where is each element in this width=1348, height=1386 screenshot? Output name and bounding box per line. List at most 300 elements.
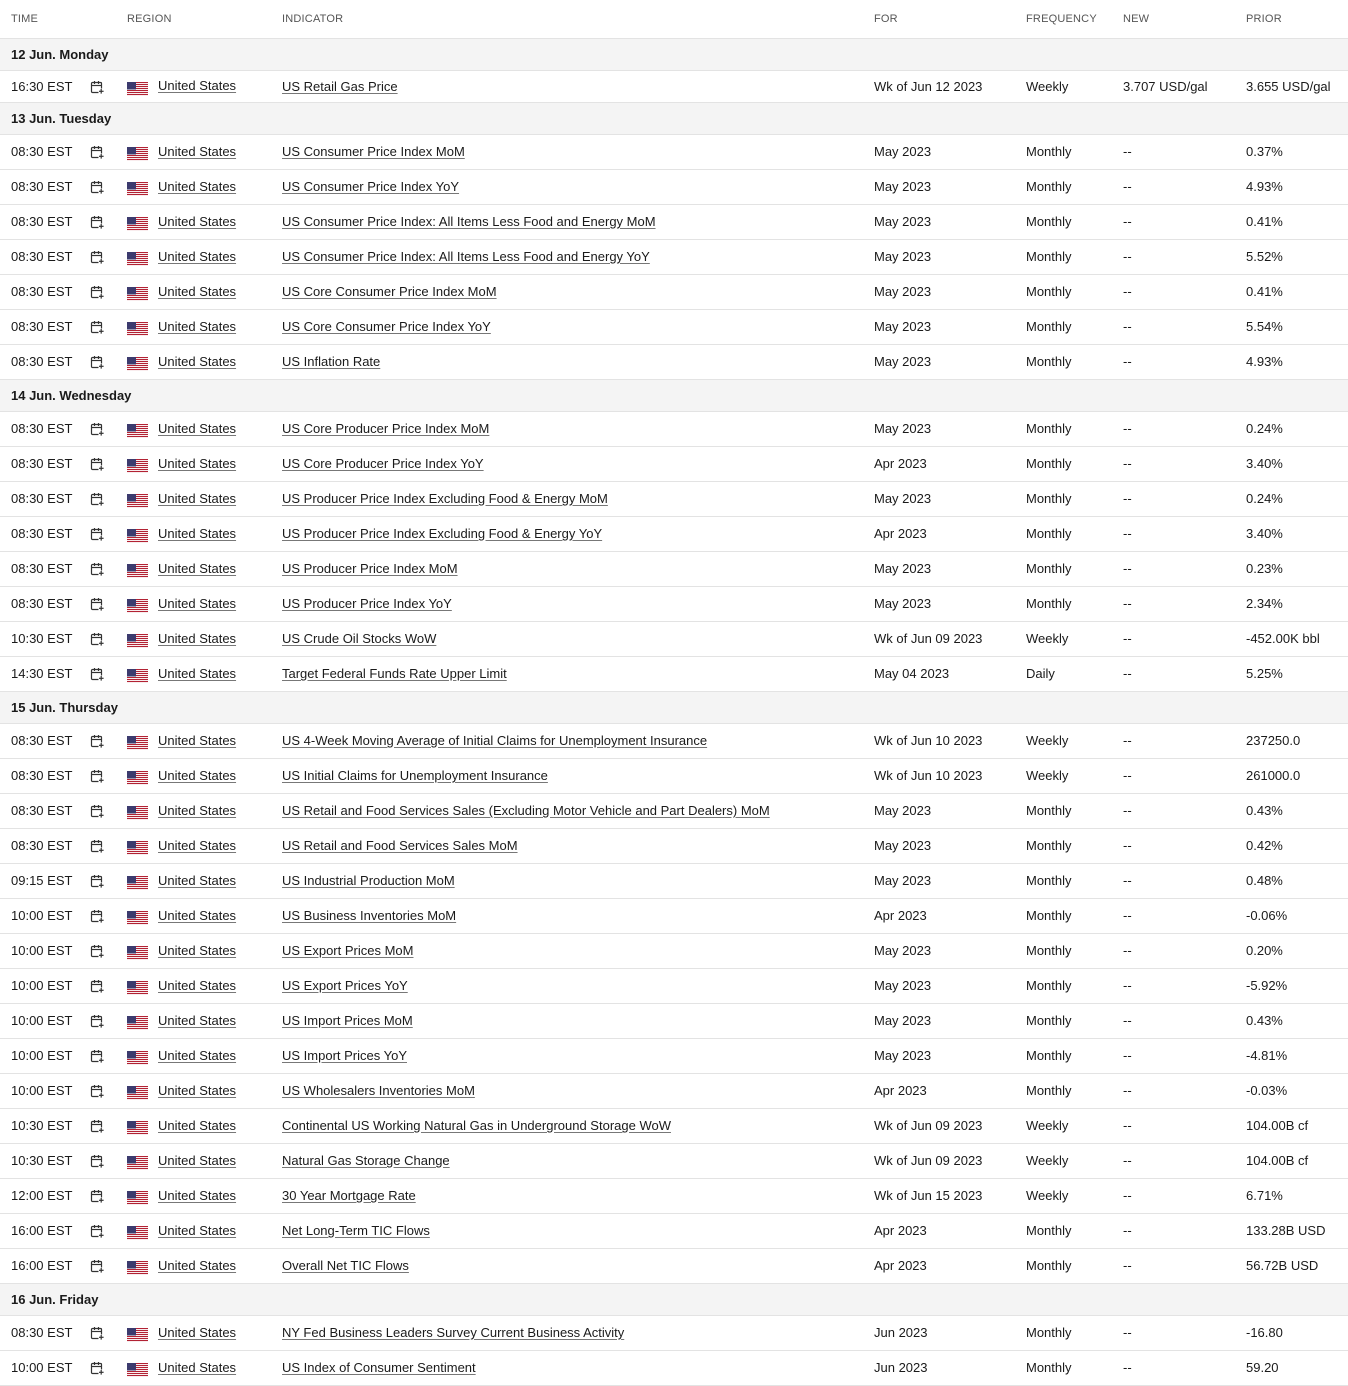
event-prior: 237250.0	[1235, 723, 1348, 758]
event-prior: -0.03%	[1235, 1073, 1348, 1108]
event-indicator	[271, 586, 863, 621]
event-row	[0, 239, 1348, 274]
region-link[interactable]: United States	[158, 178, 237, 194]
calendar-add-icon[interactable]	[90, 667, 104, 681]
indicator-link[interactable]: US Core Producer Price Index MoM	[282, 421, 490, 436]
event-prior: 104.00B cf	[1235, 1108, 1348, 1143]
event-new: --	[1112, 1248, 1235, 1283]
indicator-link[interactable]: Net Long-Term TIC Flows	[282, 1223, 430, 1238]
us-flag-icon	[127, 147, 148, 161]
us-flag-icon	[127, 287, 148, 301]
event-for: May 2023	[863, 411, 1015, 446]
region-link[interactable]: United States	[158, 1187, 237, 1203]
event-new: --	[1112, 481, 1235, 516]
us-flag-icon	[127, 736, 148, 750]
add-to-calendar-cell	[78, 586, 116, 621]
calendar-add-icon[interactable]	[90, 422, 104, 436]
event-time: 10:00 EST	[0, 1003, 78, 1038]
event-new: --	[1112, 551, 1235, 586]
event-time: 08:30 EST	[0, 204, 78, 239]
event-for: May 2023	[863, 134, 1015, 169]
calendar-add-icon[interactable]	[90, 1361, 104, 1375]
calendar-add-icon[interactable]	[90, 1049, 104, 1063]
event-time: 08:30 EST	[0, 551, 78, 586]
event-region	[116, 586, 271, 621]
event-region	[116, 134, 271, 169]
indicator-link[interactable]: US Initial Claims for Unemployment Insurance	[282, 768, 548, 783]
event-row	[0, 863, 1348, 898]
indicator-link[interactable]: US Producer Price Index Excluding Food & Energy MoM	[282, 491, 608, 506]
event-row	[0, 1350, 1348, 1385]
calendar-add-icon[interactable]	[90, 839, 104, 853]
calendar-add-icon[interactable]	[90, 527, 104, 541]
event-indicator	[271, 621, 863, 656]
event-prior: 0.24%	[1235, 481, 1348, 516]
event-indicator	[271, 411, 863, 446]
event-new: --	[1112, 621, 1235, 656]
event-for: May 2023	[863, 481, 1015, 516]
event-new: --	[1112, 169, 1235, 204]
event-row	[0, 758, 1348, 793]
event-for: Apr 2023	[863, 1213, 1015, 1248]
region-link[interactable]: United States	[158, 420, 237, 436]
add-to-calendar-cell	[78, 446, 116, 481]
indicator-link[interactable]: US Core Consumer Price Index YoY	[282, 319, 491, 334]
indicator-link[interactable]: Target Federal Funds Rate Upper Limit	[282, 666, 507, 681]
region-link[interactable]: United States	[158, 630, 237, 646]
event-for: May 2023	[863, 1003, 1015, 1038]
indicator-link[interactable]: 30 Year Mortgage Rate	[282, 1188, 416, 1203]
calendar-add-icon[interactable]	[90, 215, 104, 229]
region-link[interactable]: United States	[158, 1047, 237, 1063]
event-new: --	[1112, 828, 1235, 863]
event-indicator	[271, 344, 863, 379]
event-time: 08:30 EST	[0, 411, 78, 446]
us-flag-icon	[127, 806, 148, 820]
event-region	[116, 1143, 271, 1178]
event-region	[116, 863, 271, 898]
event-region	[116, 1248, 271, 1283]
col-header-time: TIME	[0, 0, 78, 38]
calendar-add-icon[interactable]	[90, 250, 104, 264]
event-for: May 2023	[863, 586, 1015, 621]
col-header-for: FOR	[863, 0, 1015, 38]
region-link[interactable]: United States	[158, 942, 237, 958]
us-flag-icon	[127, 1051, 148, 1065]
event-time: 08:30 EST	[0, 344, 78, 379]
calendar-add-icon[interactable]	[90, 1014, 104, 1028]
event-region	[116, 656, 271, 691]
region-link[interactable]: United States	[158, 78, 237, 94]
event-new: --	[1112, 758, 1235, 793]
indicator-link[interactable]: US Retail Gas Price	[282, 78, 398, 94]
day-header-row	[0, 38, 1348, 70]
event-for: May 2023	[863, 239, 1015, 274]
us-flag-icon	[127, 322, 148, 336]
calendar-add-icon[interactable]	[90, 979, 104, 993]
region-link[interactable]: United States	[158, 837, 237, 853]
event-for: May 2023	[863, 551, 1015, 586]
event-prior: 4.93%	[1235, 169, 1348, 204]
event-time: 10:00 EST	[0, 1350, 78, 1385]
indicator-link[interactable]: US Core Consumer Price Index MoM	[282, 284, 497, 299]
calendar-add-icon[interactable]	[90, 909, 104, 923]
calendar-add-icon[interactable]	[90, 320, 104, 334]
event-time: 08:30 EST	[0, 516, 78, 551]
event-indicator	[271, 1178, 863, 1213]
event-indicator	[271, 656, 863, 691]
event-frequency: Monthly	[1015, 793, 1112, 828]
event-frequency: Weekly	[1015, 758, 1112, 793]
calendar-add-icon[interactable]	[90, 632, 104, 646]
day-label: 15 Jun. Thursday	[0, 691, 1348, 723]
calendar-add-icon[interactable]	[90, 1154, 104, 1168]
event-frequency: Monthly	[1015, 274, 1112, 309]
event-time: 16:00 EST	[0, 1248, 78, 1283]
event-time: 16:30 EST	[0, 70, 78, 102]
region-link[interactable]: United States	[158, 665, 237, 681]
event-indicator	[271, 1143, 863, 1178]
day-header-row	[0, 379, 1348, 411]
calendar-add-icon[interactable]	[90, 562, 104, 576]
event-prior: 0.48%	[1235, 863, 1348, 898]
event-new: 3.707 USD/gal	[1112, 70, 1235, 102]
indicator-link[interactable]: US Import Prices MoM	[282, 1013, 413, 1028]
us-flag-icon	[127, 252, 148, 266]
calendar-add-icon[interactable]	[90, 1084, 104, 1098]
indicator-link[interactable]: US Inflation Rate	[282, 354, 381, 369]
event-frequency: Monthly	[1015, 898, 1112, 933]
region-link[interactable]: United States	[158, 1222, 237, 1238]
event-for: Wk of Jun 12 2023	[863, 70, 1015, 102]
region-link[interactable]: United States	[158, 1082, 237, 1098]
region-link[interactable]: United States	[158, 318, 237, 334]
event-for: May 2023	[863, 968, 1015, 1003]
indicator-link[interactable]: US Consumer Price Index MoM	[282, 144, 465, 159]
event-prior: -0.06%	[1235, 898, 1348, 933]
day-header-row	[0, 102, 1348, 134]
event-row	[0, 723, 1348, 758]
event-new: --	[1112, 1213, 1235, 1248]
event-for: Wk of Jun 09 2023	[863, 621, 1015, 656]
calendar-add-icon[interactable]	[90, 1259, 104, 1273]
event-frequency: Monthly	[1015, 169, 1112, 204]
event-time: 08:30 EST	[0, 274, 78, 309]
indicator-link[interactable]: US Retail and Food Services Sales (Excluding Motor Vehicle and Part Dealers) MoM	[282, 803, 770, 818]
event-new: --	[1112, 134, 1235, 169]
event-frequency: Monthly	[1015, 1003, 1112, 1038]
add-to-calendar-cell	[78, 309, 116, 344]
event-indicator	[271, 239, 863, 274]
calendar-add-icon[interactable]	[90, 1119, 104, 1133]
event-region	[116, 793, 271, 828]
indicator-link[interactable]: US Consumer Price Index: All Items Less Food and Energy YoY	[282, 249, 650, 264]
event-prior: 59.20	[1235, 1350, 1348, 1385]
event-frequency: Monthly	[1015, 446, 1112, 481]
event-row	[0, 204, 1348, 239]
calendar-add-icon[interactable]	[90, 355, 104, 369]
indicator-link[interactable]: US Crude Oil Stocks WoW	[282, 631, 437, 646]
event-region	[116, 933, 271, 968]
indicator-link[interactable]: US Industrial Production MoM	[282, 873, 455, 888]
region-link[interactable]: United States	[158, 248, 237, 264]
event-region	[116, 968, 271, 1003]
event-prior: 0.24%	[1235, 411, 1348, 446]
event-for: May 2023	[863, 344, 1015, 379]
event-prior: 0.43%	[1235, 793, 1348, 828]
indicator-link[interactable]: US Business Inventories MoM	[282, 908, 457, 923]
event-region	[116, 1003, 271, 1038]
us-flag-icon	[127, 946, 148, 960]
indicator-link[interactable]: US Producer Price Index MoM	[282, 561, 458, 576]
us-flag-icon	[127, 529, 148, 543]
event-prior: -5.92%	[1235, 968, 1348, 1003]
event-prior: 3.40%	[1235, 446, 1348, 481]
indicator-link[interactable]: US Producer Price Index Excluding Food & Energy YoY	[282, 526, 603, 541]
indicator-link[interactable]: US Core Producer Price Index YoY	[282, 456, 484, 471]
event-frequency: Monthly	[1015, 1038, 1112, 1073]
event-row	[0, 411, 1348, 446]
region-link[interactable]: United States	[158, 907, 237, 923]
event-for: May 2023	[863, 793, 1015, 828]
region-link[interactable]: United States	[158, 560, 237, 576]
region-link[interactable]: United States	[158, 1359, 237, 1375]
event-time: 08:30 EST	[0, 239, 78, 274]
region-link[interactable]: United States	[158, 872, 237, 888]
region-link[interactable]: United States	[158, 732, 237, 748]
indicator-link[interactable]: US Wholesalers Inventories MoM	[282, 1083, 475, 1098]
event-frequency: Monthly	[1015, 828, 1112, 863]
calendar-add-icon[interactable]	[90, 874, 104, 888]
add-to-calendar-cell	[78, 411, 116, 446]
indicator-link[interactable]: US Consumer Price Index: All Items Less Food and Energy MoM	[282, 214, 656, 229]
event-for: Jun 2023	[863, 1315, 1015, 1350]
event-row	[0, 169, 1348, 204]
event-prior: -4.81%	[1235, 1038, 1348, 1073]
add-to-calendar-cell	[78, 621, 116, 656]
event-indicator	[271, 1315, 863, 1350]
us-flag-icon	[127, 357, 148, 371]
event-frequency: Monthly	[1015, 1248, 1112, 1283]
event-prior: 0.42%	[1235, 828, 1348, 863]
event-time: 16:00 EST	[0, 1213, 78, 1248]
event-row	[0, 446, 1348, 481]
region-link[interactable]: United States	[158, 767, 237, 783]
event-row	[0, 516, 1348, 551]
event-time: 10:00 EST	[0, 933, 78, 968]
calendar-add-icon[interactable]	[90, 492, 104, 506]
event-frequency: Weekly	[1015, 1143, 1112, 1178]
region-link[interactable]: United States	[158, 1152, 237, 1168]
event-row	[0, 1143, 1348, 1178]
event-new: --	[1112, 309, 1235, 344]
add-to-calendar-cell	[78, 758, 116, 793]
event-time: 08:30 EST	[0, 586, 78, 621]
indicator-link[interactable]: US Import Prices YoY	[282, 1048, 407, 1063]
event-time: 10:00 EST	[0, 1038, 78, 1073]
us-flag-icon	[127, 911, 148, 925]
event-region	[116, 828, 271, 863]
region-link[interactable]: United States	[158, 353, 237, 369]
event-prior: 133.28B USD	[1235, 1213, 1348, 1248]
indicator-link[interactable]: US Consumer Price Index YoY	[282, 179, 460, 194]
event-indicator	[271, 1213, 863, 1248]
col-header-calendar	[78, 0, 116, 38]
event-frequency: Monthly	[1015, 586, 1112, 621]
indicator-link[interactable]: Natural Gas Storage Change	[282, 1153, 450, 1168]
event-row	[0, 933, 1348, 968]
event-new: --	[1112, 1108, 1235, 1143]
region-link[interactable]: United States	[158, 1257, 237, 1273]
event-prior: 2.34%	[1235, 586, 1348, 621]
event-frequency: Monthly	[1015, 1073, 1112, 1108]
event-indicator	[271, 134, 863, 169]
add-to-calendar-cell	[78, 1073, 116, 1108]
event-region	[116, 1213, 271, 1248]
us-flag-icon	[127, 841, 148, 855]
region-link[interactable]: United States	[158, 595, 237, 611]
indicator-link[interactable]: Continental US Working Natural Gas in Underground Storage WoW	[282, 1118, 671, 1133]
event-row	[0, 1248, 1348, 1283]
event-new: --	[1112, 586, 1235, 621]
event-indicator	[271, 898, 863, 933]
event-for: Apr 2023	[863, 1073, 1015, 1108]
event-indicator	[271, 828, 863, 863]
event-frequency: Monthly	[1015, 239, 1112, 274]
event-frequency: Monthly	[1015, 344, 1112, 379]
event-time: 10:30 EST	[0, 1108, 78, 1143]
event-row	[0, 828, 1348, 863]
calendar-add-icon[interactable]	[90, 734, 104, 748]
event-new: --	[1112, 656, 1235, 691]
event-for: Apr 2023	[863, 516, 1015, 551]
calendar-add-icon[interactable]	[90, 1326, 104, 1340]
calendar-add-icon[interactable]	[90, 944, 104, 958]
us-flag-icon	[127, 1261, 148, 1275]
calendar-add-icon[interactable]	[90, 1189, 104, 1203]
region-link[interactable]: United States	[158, 525, 237, 541]
event-indicator	[271, 1108, 863, 1143]
event-row	[0, 898, 1348, 933]
indicator-link[interactable]: US Retail and Food Services Sales MoM	[282, 838, 518, 853]
region-link[interactable]: United States	[158, 1324, 237, 1340]
calendar-add-icon[interactable]	[90, 1224, 104, 1238]
event-row	[0, 70, 1348, 102]
event-new: --	[1112, 274, 1235, 309]
event-prior: 5.25%	[1235, 656, 1348, 691]
add-to-calendar-cell	[78, 656, 116, 691]
us-flag-icon	[127, 599, 148, 613]
event-new: --	[1112, 968, 1235, 1003]
event-indicator	[271, 481, 863, 516]
indicator-link[interactable]: NY Fed Business Leaders Survey Current Business Activity	[282, 1325, 625, 1340]
event-frequency: Monthly	[1015, 1213, 1112, 1248]
calendar-add-icon[interactable]	[90, 769, 104, 783]
event-new: --	[1112, 863, 1235, 898]
calendar-add-icon[interactable]	[90, 285, 104, 299]
indicator-link[interactable]: US Export Prices YoY	[282, 978, 408, 993]
indicator-link[interactable]: Overall Net TIC Flows	[282, 1258, 409, 1273]
us-flag-icon	[127, 634, 148, 648]
event-indicator	[271, 933, 863, 968]
region-link[interactable]: United States	[158, 213, 237, 229]
event-indicator	[271, 169, 863, 204]
calendar-add-icon[interactable]	[90, 457, 104, 471]
event-region	[116, 1315, 271, 1350]
region-link[interactable]: United States	[158, 143, 237, 159]
region-link[interactable]: United States	[158, 283, 237, 299]
us-flag-icon	[127, 981, 148, 995]
event-prior: -452.00K bbl	[1235, 621, 1348, 656]
calendar-add-icon[interactable]	[90, 180, 104, 194]
region-link[interactable]: United States	[158, 1117, 237, 1133]
event-frequency: Weekly	[1015, 723, 1112, 758]
event-region	[116, 1350, 271, 1385]
event-indicator	[271, 1038, 863, 1073]
event-region	[116, 1038, 271, 1073]
add-to-calendar-cell	[78, 70, 116, 102]
calendar-add-icon[interactable]	[90, 597, 104, 611]
event-new: --	[1112, 204, 1235, 239]
event-prior: 56.72B USD	[1235, 1248, 1348, 1283]
add-to-calendar-cell	[78, 1315, 116, 1350]
region-link[interactable]: United States	[158, 977, 237, 993]
event-frequency: Monthly	[1015, 481, 1112, 516]
region-link[interactable]: United States	[158, 802, 237, 818]
indicator-link[interactable]: US Producer Price Index YoY	[282, 596, 452, 611]
event-prior: 6.71%	[1235, 1178, 1348, 1213]
region-link[interactable]: United States	[158, 490, 237, 506]
add-to-calendar-cell	[78, 723, 116, 758]
event-prior: 0.41%	[1235, 274, 1348, 309]
indicator-link[interactable]: US Export Prices MoM	[282, 943, 414, 958]
event-time: 10:30 EST	[0, 1143, 78, 1178]
add-to-calendar-cell	[78, 1350, 116, 1385]
event-row	[0, 1178, 1348, 1213]
add-to-calendar-cell	[78, 1143, 116, 1178]
us-flag-icon	[127, 771, 148, 785]
calendar-add-icon[interactable]	[90, 804, 104, 818]
event-row	[0, 1213, 1348, 1248]
event-region	[116, 274, 271, 309]
event-new: --	[1112, 411, 1235, 446]
day-header-row	[0, 1283, 1348, 1315]
event-for: Wk of Jun 09 2023	[863, 1143, 1015, 1178]
event-frequency: Monthly	[1015, 968, 1112, 1003]
col-header-frequency: FREQUENCY	[1015, 0, 1112, 38]
event-prior: 3.40%	[1235, 516, 1348, 551]
event-new: --	[1112, 793, 1235, 828]
event-row	[0, 586, 1348, 621]
event-new: --	[1112, 898, 1235, 933]
region-link[interactable]: United States	[158, 1012, 237, 1028]
event-region	[116, 516, 271, 551]
calendar-add-icon[interactable]	[90, 145, 104, 159]
us-flag-icon	[127, 1191, 148, 1205]
event-prior: 261000.0	[1235, 758, 1348, 793]
indicator-link[interactable]: US 4-Week Moving Average of Initial Claims for Unemployment Insurance	[282, 733, 708, 748]
event-region	[116, 309, 271, 344]
event-indicator	[271, 274, 863, 309]
region-link[interactable]: United States	[158, 455, 237, 471]
event-region	[116, 1108, 271, 1143]
us-flag-icon	[127, 876, 148, 890]
indicator-link[interactable]: US Index of Consumer Sentiment	[282, 1360, 476, 1375]
event-new: --	[1112, 1003, 1235, 1038]
us-flag-icon	[127, 494, 148, 508]
calendar-add-icon[interactable]	[90, 80, 104, 94]
add-to-calendar-cell	[78, 551, 116, 586]
